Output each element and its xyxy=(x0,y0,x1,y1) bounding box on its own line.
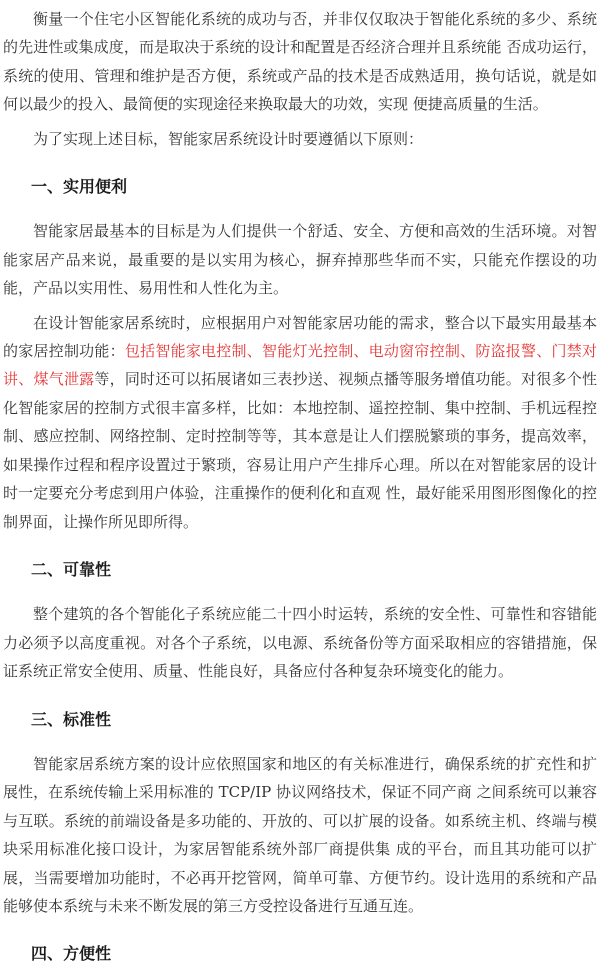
section-3-heading: 三、标准性 xyxy=(31,709,112,729)
section-2-heading: 二、可靠性 xyxy=(31,559,112,579)
section-1-paragraph-2-prefix: 在设计智能家居系统时，应根据用户对智能家居功能的需求，整合以下最实用最基本的家居控制功能： xyxy=(3,313,597,361)
section-1-paragraph-2-red-highlight: 包括智能家电控制、智能灯光控制、电动窗帘控制、防盗报警、门禁对讲、煤气泄露 xyxy=(3,342,597,389)
section-1-paragraph-2-suffix: 等，同时还可以拓展诸如三表抄送、视频点播等服务增值功能。对很多个性化智能家居的控制方式很丰富多样，比如：本地控制、遥控控制、集中控制、手机远程控制、感应控制、网络控制、定时控制等等，其本意是让人们摆脱繁琐的事务，提高效率，如果操作过程和程序设置过于繁琐，容易让用户产生排斥心理。所以在对智能家居的设计时一定要充分考虑到用户体验，注重操作的便利化和直观 性，最好能采用图形图像化的控制界面，让操作所见即所得。 xyxy=(3,370,597,531)
intro-paragraph: 衡量一个住宅小区智能化系统的成功与否，并非仅仅取决于智能化系统的多少、系统的先进性或集成度，而是取决于系统的设计和配置是否经济合理并且系统能 否成功运行，系统的使用、管理和维护是否方便，系统或产品的技术是否成熟适用，换句话说，就是如何以最少的投入、最简便的实现途径来换取最大的功效，实现 便捷高质量的生活。 xyxy=(3,10,597,114)
goal-paragraph: 为了实现上述目标，智能家居系统设计时要遵循以下原则： xyxy=(33,129,424,148)
section-1-heading: 一、实用便利 xyxy=(31,177,128,197)
section-4-heading: 四、方便性 xyxy=(31,944,112,964)
section-2-paragraph: 整个建筑的各个智能化子系统应能二十四小时运转，系统的安全性、可靠性和容错能力必须予以高度重视。对各个子系统，以电源、系统备份等方面采取相应的容错措施，保证系统正常安全使用、质量、性能良好，具备应付各种复杂环境变化的能力。 xyxy=(3,605,597,681)
section-1-paragraph-1: 智能家居最基本的目标是为人们提供一个舒适、安全、方便和高效的生活环境。对智能家居产品来说，最重要的是以实用为核心，摒弃掉那些华而不实，只能充作摆设的功能，产品以实用性、易用性和人性化为主。 xyxy=(3,222,597,298)
section-3-paragraph: 智能家居系统方案的设计应依照国家和地区的有关标准进行，确保系统的扩充性和扩展性，在系统传输上采用标准的 TCP/IP 协议网络技术，保证不同产商 之间系统可以兼容与互联。系统的前端设备是多功能的、开放的、可以扩展的设备。如系统主机、终端与模块采用标准化接口设计，为家居智能系统外部厂商提供集 成的平台，而且其功能可以扩展，当需要增加功能时，不必再开挖管网，简单可靠、方便节约。设计选用的系统和产品能够使本系统与未来不断发展的第三方受控设备进行互通互连。 xyxy=(3,754,597,915)
section-1-paragraph-2 xyxy=(3,309,597,536)
